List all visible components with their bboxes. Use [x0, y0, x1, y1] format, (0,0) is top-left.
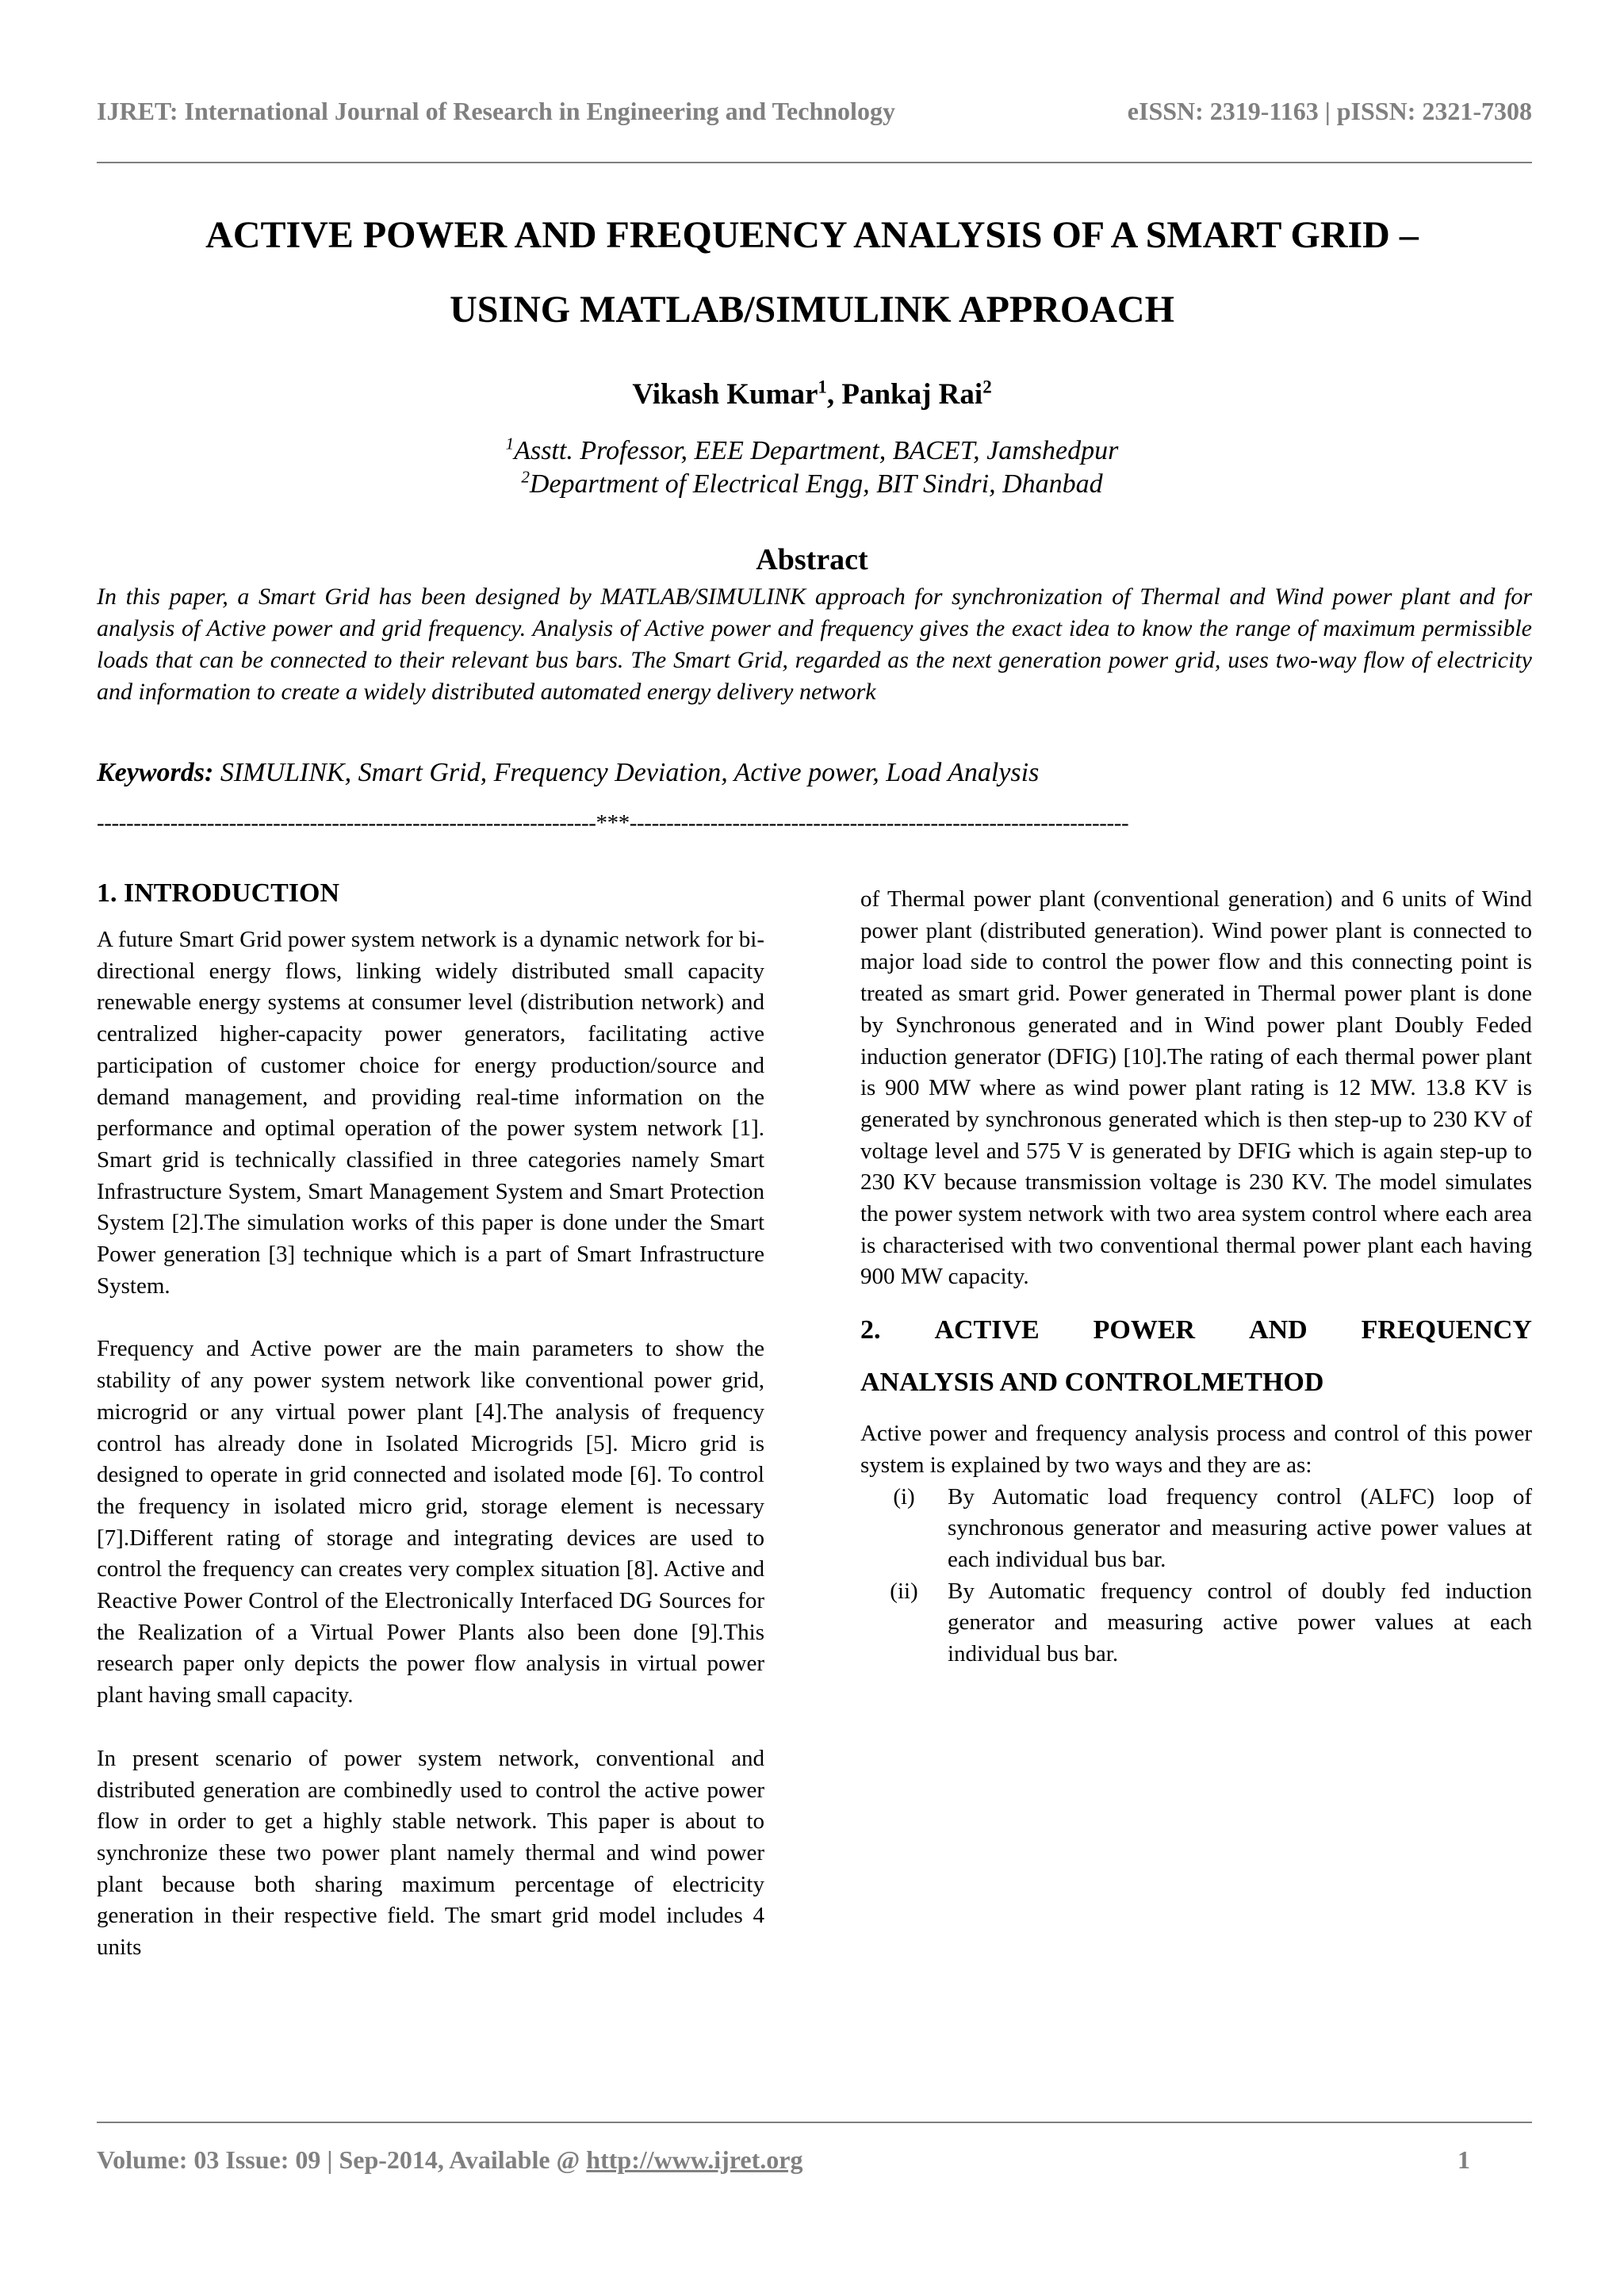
left-column	[97, 878, 764, 1964]
title-line-1: ACTIVE POWER AND FREQUENCY ANALYSIS OF A SMART GRID –	[205, 214, 1419, 256]
intro-paragraph-3: In present scenario of power system network, conventional and distributed generation are combinedly used to control the active power flow in order to get a highly stable network. This paper is about to synchronize these two power plant namely thermal and wind power plant because both sharing maximum percentage of electricity generation in their respective field. The smart grid model includes 4 units	[97, 1745, 764, 1961]
section-divider: --------------------------------------------------------------------***--------------------------------------------------------------------	[97, 810, 1129, 836]
keywords	[97, 758, 1532, 788]
list-item	[860, 1576, 1532, 1670]
issn-info: eISSN: 2319-1163 | pISSN: 2321-7308	[1127, 97, 1532, 125]
paper-title	[79, 198, 1545, 347]
author-1: Vikash Kumar	[632, 378, 818, 411]
abstract-text: In this paper, a Smart Grid has been designed by MATLAB/SIMULINK approach for synchronization of Thermal and Wind power plant and for analysis of Active power and grid frequency. Analysis of Active power and frequency gives the exact idea to know the range of maximum permissible loads that can be connected to their relevant bus bars. The Smart Grid, regarded as the next generation power grid, uses two-way flow of electricity and information to create a widely distributed automated energy delivery network	[97, 584, 1532, 705]
section-2-word-1: ACTIVE	[934, 1315, 1040, 1345]
footer-left-text: Volume: 03 Issue: 09 | Sep-2014, Available @	[97, 2145, 587, 2174]
author-list	[79, 377, 1545, 411]
header-rule	[97, 162, 1532, 163]
running-footer	[97, 2145, 1470, 2175]
author-separator: ,	[826, 378, 842, 411]
page-number: 1	[1457, 2145, 1470, 2174]
journal-name: IJRET: International Journal of Research in Engineering and Technology	[97, 97, 895, 125]
right-column	[860, 884, 1532, 1670]
section-1-heading: 1. INTRODUCTION	[97, 878, 340, 908]
list-item-number: (i)	[893, 1483, 915, 1510]
affiliation-2	[79, 468, 1545, 501]
affiliation-1-mark: 1	[505, 434, 515, 453]
author-2: Pankaj Rai	[841, 378, 983, 411]
section-2-word-4: FREQUENCY	[1361, 1315, 1532, 1345]
keywords-text: SIMULINK, Smart Grid, Frequency Deviation, Active power, Load Analysis	[213, 758, 1040, 787]
section-2-number: 2.	[860, 1315, 881, 1345]
list-item-number: (ii)	[890, 1578, 918, 1604]
intro-paragraph-1: A future Smart Grid power system network is a dynamic network for bi-directional energy flows, linking widely distributed small capacity renewable energy systems at consumer level (distribution network) and centralized higher-capacity power generators, facilitating active participation of customer choice for energy production/source and demand management, and providing real-time information on the performance and optimal operation of the power system network [1]. Smart grid is technically classified in three categories namely Smart Infrastructure System, Smart Management System and Smart Protection System [2].The simulation works of this paper is done under the Smart Power generation [3] technique which is a part of Smart Infrastructure System.	[97, 927, 764, 1299]
abstract-heading: Abstract	[756, 543, 868, 576]
keywords-label: Keywords:	[97, 758, 214, 787]
footer-rule	[97, 2122, 1532, 2123]
list-item-text: By Automatic load frequency control (ALFC) loop of synchronous generator and measuring active power values at each individual bus bar.	[948, 1483, 1532, 1572]
section-2-word-2: POWER	[1093, 1315, 1196, 1345]
list-item-text: By Automatic frequency control of doubly fed induction generator and measuring active power values at each individual bus bar.	[948, 1578, 1532, 1667]
intro-paragraph-4: of Thermal power plant (conventional generation) and 6 units of Wind power plant (distributed generation). Wind power plant is connected to major load side to control the power flow and this connecting point is treated as smart grid. Power generated in Thermal power plant is done by Synchronous generated and in Wind power plant Doubly Feded induction generator (DFIG) [10].The rating of each thermal power plant is 900 MW where as wind power plant rating is 12 MW. 13.8 KV is generated by synchronous generated which is then step-up to 230 KV of voltage level and 575 V is generated by DFIG which is again step-up to 230 KV because transmission voltage is 230 KV. The model simulates the power system network with two area system control where each area is characterised with two conventional thermal power plant each having 900 MW capacity.	[860, 886, 1532, 1290]
journal-website-link[interactable]: http://www.ijret.org	[586, 2145, 803, 2174]
running-header	[97, 97, 1532, 126]
method-list	[860, 1482, 1532, 1670]
section-2-word-3: AND	[1249, 1315, 1308, 1345]
affiliations	[79, 434, 1545, 501]
affiliation-1	[79, 434, 1545, 468]
footer-volume-info	[97, 2145, 802, 2175]
intro-paragraph-2: Frequency and Active power are the main parameters to show the stability of any power system network like conventional power grid, microgrid or any virtual power plant [4].The analysis of frequency control has already done in Isolated Microgrids [5]. Micro grid is designed to operate in grid connected and isolated mode [6]. To control the frequency in isolated micro grid, storage element is necessary [7].Different rating of storage and integrating devices are used to control the frequency can creates very complex situation [8]. Active and Reactive Power Control of the Electronically Interfaced DG Sources for the Realization of a Virtual Power Plants also been done [9].This research paper only depicts the power flow analysis in virtual power plant having small capacity.	[97, 1336, 764, 1709]
affiliation-2-mark: 2	[521, 467, 530, 487]
section-2-heading-line-2: ANALYSIS AND CONTROLMETHOD	[860, 1368, 1324, 1398]
affiliation-2-text: Department of Electrical Engg, BIT Sindri, Dhanbad	[529, 469, 1103, 499]
author-2-mark: 2	[982, 377, 992, 397]
section-2-heading	[860, 1304, 1532, 1409]
section-2-intro: Active power and frequency analysis process and control of this power system is explained by two ways and they are as:	[860, 1421, 1532, 1478]
author-1-mark: 1	[818, 377, 827, 397]
affiliation-1-text: Asstt. Professor, EEE Department, BACET, Jamshedpur	[514, 436, 1119, 465]
title-line-2: USING MATLAB/SIMULINK APPROACH	[450, 289, 1174, 331]
list-item	[860, 1482, 1532, 1576]
